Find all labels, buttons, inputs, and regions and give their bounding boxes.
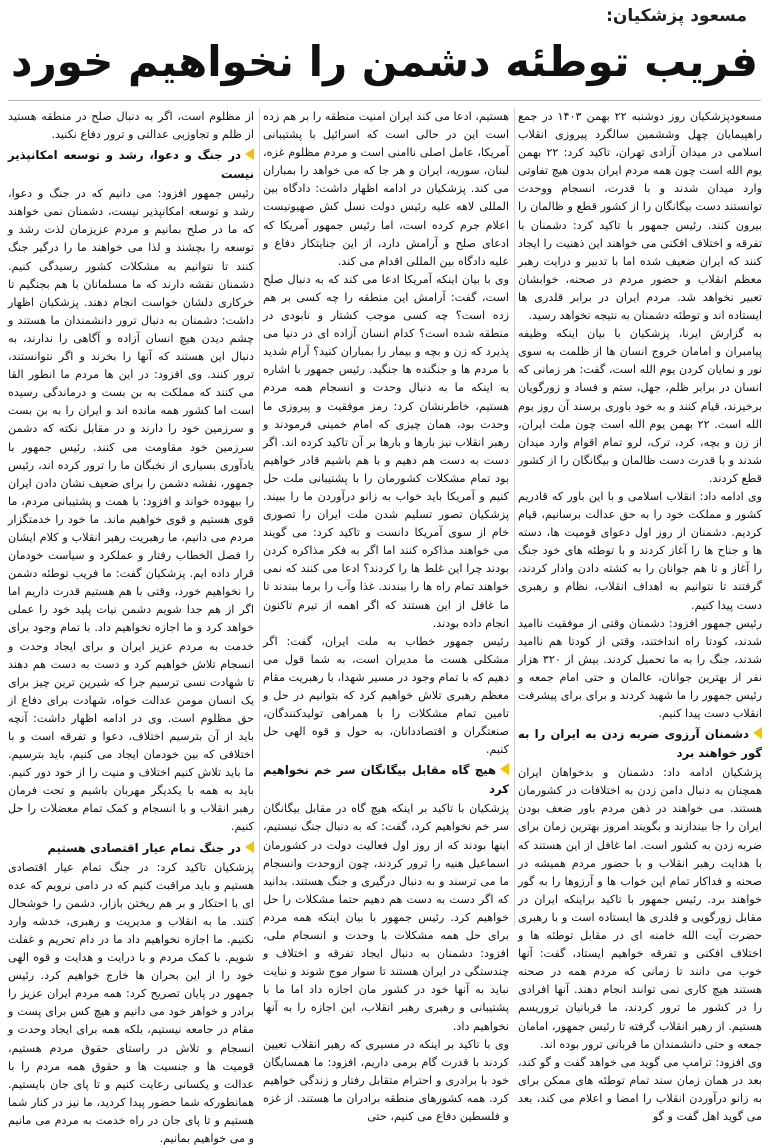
subheading-text: هیچ گاه مقابل بیگانگان سر خم نخواهیم کرد — [263, 763, 509, 797]
subheading — [8, 839, 254, 858]
article-column-3 — [8, 108, 254, 1145]
paragraph: مسعودپزشکیان روز دوشنبه ۲۲ بهمن ۱۴۰۳ در جمع راهپیمایان چهل وششمین سالگرد پیروزی انقلاب اسلامی در میدان آزادی تهران، تاکید کرد: ۲۲ بهمن یوم الله است چون همه مردم ایران بدون هیچ تفاوتی وارد میدان شدند و با قدرت، انسجام ووحدت توانستند دست بیگانگان را از کشور قطع و ظالمان را بیرون کنند. رئیس جمهور با تاکید کرد: دشمنان با تفرقه و اختلاف افکنی می خواهند این ذهنیت را ایجاد کنند که ایران ضعیف شده اما با تدبیر و درایت رهبر معظم انقلاب و حضور مردم در صحنه، خوابشان تعبیر نخواهد شد. مردم ایران در برابر قلدری ها ایستاده اند و توطئه دشمنان به نتیجه نخواهد رسید. — [518, 110, 762, 323]
paragraph: وی با تاکید بر اینکه در مسیری که رهبر انقلاب تعیین کردند با قدرت گام برمی داریم، افزود: ما همسایگان خود با برادری و احترام متقابل رفتار و زندگی خواهیم کرد. همه کشورهای منطقه برادران ما هستند. از غزه و فلسطین دفاع می کنیم، حتی — [263, 1037, 509, 1123]
subheading — [518, 725, 762, 763]
paragraph: وی با بیان اینکه آمریکا ادعا می کند که به دنبال صلح است، گفت: آرامش این منطقه را چه کسی بر هم زده است؟ چه کسی موجب کشتار و نابودی در منطقه شده است؟ کدام انسان آزاده ای در دنیا می پذیرد که زن و بچه و بیمار را بمباران کنید؟ آرام شدید با مردم ها و جنگنده ها جنگید. رئیس جمهور با اشاره به اینکه ما به دنبال وحدت و انسجام همه مردم هستیم، خاطرنشان کرد: رمز موفقیت و پیروزی ما وحدت بود، همان چیزی که امام خمینی فرمودند و رهبر انقلاب نیز بارها و بارها بر آن تاکید کرده اند. اگر دست به دست هم دهیم و با هم باشیم قادر خواهیم بود تمام مشکلات کشورمان را با پشتیبانی ملت حل کنیم و آمریکا باید خواب به زانو درآوردن ما را ببیند. پزشکیان تصور تسلیم شدن ملت ایران را تصوری خام از سوی آمریکا دانست و تاکید کرد: می گویند می خواهند مذاکره کنند اما اگر به فکر مذاکره کردن بودند چرا این غلط ها را کردند؟ ادعا می کنند که نمی خواهند تمام راه ها را ببندند. غذا وآب را برما ببندند تا ما غافل از این هستند که اگر اهمه از تیرم تاکنون انجام داده بودند. — [263, 272, 509, 630]
paragraph: هستیم، ادعا می کند ایران امنیت منطقه را بر هم زده است این در حالی است که اسرائیل با پشتیبانی آمریکا، عامل اصلی ناامنی است و مردم مظلوم غزه، لبنان، سوریه، ایران و هر جا که می خواهد را بمباران می کند. پزشکیان در ادامه اظهار داشت: دادگاه بین المللی لاهه علیه رئیس دولت نسل کش صهیونیست اعلام جرم کرده است، اما رئیس جمهور آمریکا که ادعای صلح و آرامش دارد، از این جنایتکار دفاع و علیه دادگاه بین المللی اقدام می کند. — [263, 110, 509, 268]
headline-divider — [8, 100, 761, 101]
triangle-marker-icon — [245, 841, 254, 853]
article-column-2 — [263, 108, 509, 1123]
triangle-marker-icon — [753, 727, 762, 739]
article-kicker: مسعود پزشکیان: — [606, 6, 747, 26]
paragraph: پزشکیان تاکید کرد: در جنگ تمام عیار اقتصادی هستیم و باید مراقبت کنیم که در دامی نرویم که عده ای با احتکار و بر هم ریختن بازار، دشمن را خوشحال کنند. ما به انقلاب و مدیریت و رهبری، خدشه وارد نکنیم. ما اجازه نخواهیم داد ما در دام تحریم و غفلت شویم. با کمک مردم و با درایت و هدایت و قوه الهی خود را از این بحران ها خارج خواهیم کرد. رئیس جمهور در پایان تصریح کرد: همه مردم ایران عزیز را برادر و خواهر خود می دانیم و هیچ کس برای پست و مقام در جامعه نیستیم، بلکه همه برای ایجاد وحدت و انسجام و تلاش در راستای حقوق مردم هستیم، قومیت ها و جنسیت ها و حقوق همه مردم را با عدالت و یکسانی رعایت کنیم و تا پای جان بایستیم. همانطورکه شما حضور پیدا کردید، ما نیز در کنار شما هستیم و تا پای جان در راه خدمت به مردم می مانیم و می خواهیم بمانیم. — [8, 860, 254, 1145]
column-divider-2 — [259, 108, 260, 926]
article-headline: فریب توطئه دشمن را نخواهیم خورد — [11, 37, 758, 86]
paragraph: رئیس جمهور افزود: می دانیم که در جنگ و دعوا، رشد و توسعه امکانپذیر نیست، دشمنان نمی خواهند که ما در صلح بمانیم و مردم عزیزمان لذت رشد و توسعه را بچشند و لذا می خواهند ما را درگیر جنگ کنند تا نتوانیم به مشکلات کشور رسیدگی کنیم. دشمنان نقشه دارند که ما مسلمانان با هم بجنگیم تا خرکاری دلشان خواست انجام دهند. پزشکیان اظهار داشت: دشمنان به دنبال ترور دانشمندان ما هستند و چشم دیدن هیچ انسان آزاده و آگاهی را ندارند، به دنبال این هستند که آنها را بخرند و اگر نتوانستند، ترور کنند. وی افزود: در این ها مردم ما انطور القا می کنند که مملکت به بن بست و درماندگی رسیده است اما کشور همه مانده اند و ایران را به بن بست و سرزمین خود را دارند و در مقابل نکته که دشمن سرزمین خود مقاومت می کنند. رئیس جمهور با یادآوری بسیاری از نخبگان ما را ترور کرده اند، رئیس جمهور، نقشه دشمن را برای ضعیف نشان دادن ایران را بیهوده خواند و افزود: با همت و پشتیبانی مردم، ما قوی هستیم و قوی خواهیم ماند. ما خود را خدمتگزار مردم می دانیم، ما رهبریت رهبر انقلاب و کلام ایشان را فصل الخطاب رفتار و عملکرد و سیاست خودمان قرار داده ایم. پزشکیان گفت: ما فریب توطئه دشمن را نخواهیم خورد، وقتی با هم هستیم قدرت داریم اما اگر از هم جدا شویم دشمن نیات پلید خود را عملی خواهد کرد و ما اجازه نخواهیم داد. با تمام وجود برای خدمت به مردم عزیز ایران و برای ایجاد وحدت و انسجام تلاش خواهیم کرد و دست به دست هم دهند تا شهادت نسی ترسیم جرا که شیرین ترین چیز برای یک انسان مومن عدالت خواه، شهادت برای دفاع از حق مظلوم است. وی در ادامه اظهار داشت: آنچه باید از آن بترسیم اختلاف، دعوا و تفرقه است و با اختلافی که بین خودمان ایجاد می کنیم، باید بترسیم. ما باید تلاش کنیم اختلاف و منیت را از خود دور کنیم. باید به همه با یکدیگر مهربان باشیم و تحت فرمان رهبر انقلاب و با انسجام و کمک تمام معضلات را حل کنیم. — [8, 187, 254, 834]
paragraph: پزشکیان با تاکید بر اینکه هیچ گاه در مقابل بیگانگان سر خم نخواهیم کرد، گفت: که به دنبال جنگ نیستیم، اینها بودند که از روز اول فعالیت دولت در کشورمان اسماعیل هنیه را ترور کردند، چون ازوحدت وانسجام ما می ترسند و به دنبال درگیری و جنگ هستند. بدانید که اگر دست به دست هم دهیم حتما مشکلات را حل خواهیم کرد. رئیس جمهور با بیان اینکه همه مردم برای حل همه مشکلات با وحدت و انسجام ملی، افزود: دشمنان به دنبال ایجاد تفرقه و اختلاف و چندستگی در ایران هستند تا سوار موج شوند و نبایت نباید به آنها خود در کشور مان اجازه داد اما ما با پشتیبانی و رهبری رهبر انقلاب، این اجازه را به آنها نخواهیم داد. — [263, 802, 509, 1033]
subheading-text: دشمنان آرزوی ضربه زدن به ایران را به گور خواهند برد — [518, 727, 762, 761]
paragraph: رئیس جمهور خطاب به ملت ایران، گفت: اگر مشکلی هست ما مدیران است، به شما قول می دهیم که با تمام وجود در مسیر شهدا، با رهبریت مقام معظم رهبری تلاش خواهیم کرد که بتوانیم در حل و تامین تمام مشکلات را با همراهی تولیدکنندگان، صنعتگران و اقتصاددانان، به حول و قوه الهی حل کنیم. — [263, 634, 509, 757]
paragraph: رئیس جمهور افزود: دشمنان وقتی از موفقیت ناامید شدند، کودتا راه انداختند، وقتی از کودتا هم ناامید شدند، جنگ را به ما تحمیل کردند. بیش از ۳۲۰ هزار نفر از بهترین جوانان، عالمان و حتی امام جمعه و رئیس جمهور را ما شهید کردند و برای برای پیشرفت انقلاب دست پیدا کنیم. — [518, 616, 763, 721]
subheading-text: در جنگ و دعوا، رشد و توسعه امکانپذیر نیست — [8, 148, 254, 182]
paragraph: وی افزود: ترامپ می گوید می خواهد گفت و گو کند، بعد در همان زمان سند تمام توطئه های ممکن برای به زانو درآوردن انقلاب را امضا و اعلام می کند، بعد می گوید اهل گفت و گو — [518, 1055, 762, 1123]
paragraph: وی ادامه داد: انقلاب اسلامی و با این باور که قادریم کشور و مملکت خود را به حق عدالت برسانیم، قیام کردیم. دشمنان از روز اول دعوای قومیت ها، دسته ها و جناح ها را آغاز کردند و با توطئه های خود جنگ را آغاز و تا هم جوانان را به کشته دادن وادار کردند، گرفتند تا نتوانیم به اهداف انقلاب، نظام و رهبری دست پیدا کنیم. — [518, 489, 762, 612]
triangle-marker-icon — [500, 763, 509, 775]
triangle-marker-icon — [245, 148, 254, 160]
paragraph: پزشکیان ادامه داد: دشمنان و بدخواهان ایران همچنان به دنبال دامن زدن به اختلافات در کشورمان هستند. می خواهند در ذهن مردم باور ضعف بودن ایران را جا بیندازند و بگویند امروز بهترین زمان برای ضربه زدن به کشور است. اما غافل از این هستند که با هدایت رهبر انقلاب و با حضور مردم همیشه در صحنه و فداکار تمام این خواب ها و آرزوها را به گور خواهند برد. رئیس جمهور با تاکید براینکه ایران در مقابل زورگویی و قلدری ها ایستاده است و با رهبری حضرت آیت الله خامنه ای در مقابل توطئه ها و اختلاف افکنی و تفرقه خواهیم ایستاد، گفت: آنها خوب می دانند تا زمانی که مردم همه در صحنه هستند هیچ کاری نمی توانند انجام دهند. آنها افرادی را در کشور ما ترور کردند، ما قربانیان تروریسم هستیم. از رهبر انقلاب گرفته تا رئیس جمهور، امامان جمعه و حتی دانشمندان ما قربانی ترور بوده اند. — [518, 766, 762, 1051]
paragraph: از مظلوم است، اگر به دنبال صلح در منطقه هستید از ظلم و تجاوزبی عدالتی و ترور دفاع نکنید. — [8, 110, 254, 142]
subheading — [8, 146, 254, 184]
subheading-text: در جنگ تمام عیار اقتصادی هستیم — [47, 840, 241, 855]
column-divider-1 — [514, 108, 515, 926]
subheading — [263, 761, 509, 799]
article-column-1 — [518, 108, 763, 1123]
paragraph: به گزارش ایرنا، پزشکیان با بیان اینکه وظیفه پیامبران و امامان خروج انسان ها از ظلمت به سوی نور و نمایان کردن یوم الله است، گفت: هر زمانی که انسان در برابر ظلم، جهل، ستم و فساد و زورگویان برخیزند، قیام کنند و به خود باوری برسند آن روز یوم الله است. ۲۲ بهمن یوم الله است چون ملت ایران، از زن و بچه، کرد، ترک، لرو تمام اقوام وارد میدان شدند و با قدرت دست ظالمان و بیگانگان را از کشور قطع کردند. — [518, 327, 763, 485]
